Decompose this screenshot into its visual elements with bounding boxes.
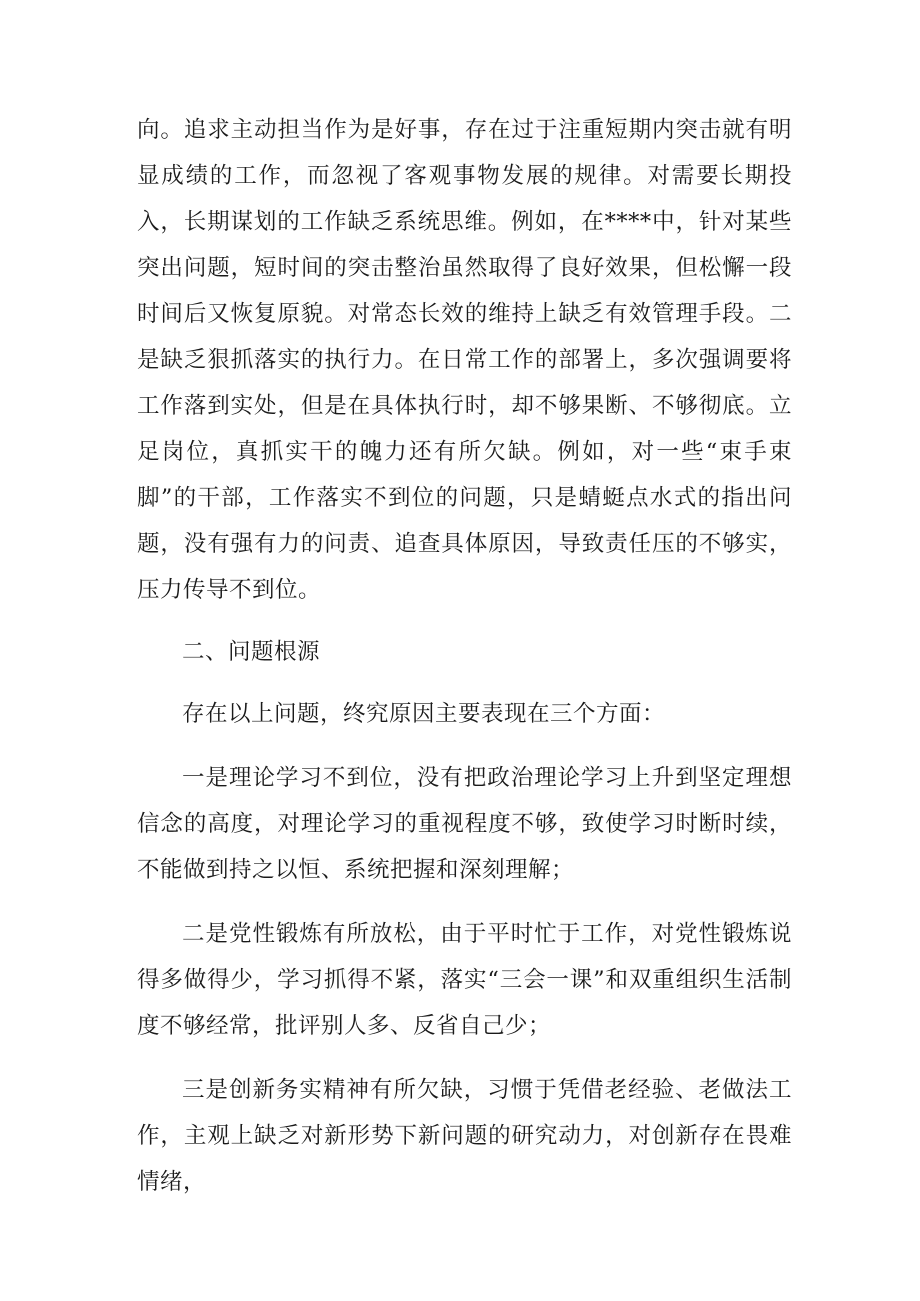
paragraph-causes-intro: 存在以上问题，终究原因主要表现在三个方面： xyxy=(182,701,666,727)
paragraph-continued-problems: 向。追求主动担当作为是好事，存在过于注重短期内突击就有明显成绩的工作，而忽视了客观事物发展的规律。对需要长期投入，长期谋划的工作缺乏系统思维。例如，在****中，针对某些突出问题，短时间的突击整治虽然取得了良好效果，但松懈一段时间后又恢复原貌。对常态长效的维持上缺乏有效管理手段。二是缺乏狠抓落实的执行力。在日常工作的部署上，多次强调要将工作落到实处，但是在具体执行时，却不够果断、不够彻底。立足岗位，真抓实干的魄力还有所欠缺。例如，对一些“束手束脚”的干部，工作落实不到位的问题，只是蜻蜓点水式的指出问题，没有强有力的问责、追查具体原因，导致责任压的不够实，压力传导不到位。 xyxy=(137,117,792,603)
document-body xyxy=(137,107,792,1205)
paragraph-cause-party-spirit: 二是党性锻炼有所放松，由于平时忙于工作，对党性锻炼说得多做得少，学习抓得不紧，落实“三会一课”和双重组织生活制度不够经常，批评别人多、反省自己少； xyxy=(137,921,792,1039)
section-heading-problem-roots: 二、问题根源 xyxy=(182,639,321,665)
paragraph-cause-theory-study: 一是理论学习不到位，没有把政治理论学习上升到坚定理想信念的高度，对理论学习的重视程度不够，致使学习时断时续，不能做到持之以恒、系统把握和深刻理解； xyxy=(137,765,792,883)
paragraph-cause-innovation: 三是创新务实精神有所欠缺，习惯于凭借老经验、老做法工作，主观上缺乏对新形势下新问题的研究动力，对创新存在畏难情绪， xyxy=(137,1077,792,1195)
